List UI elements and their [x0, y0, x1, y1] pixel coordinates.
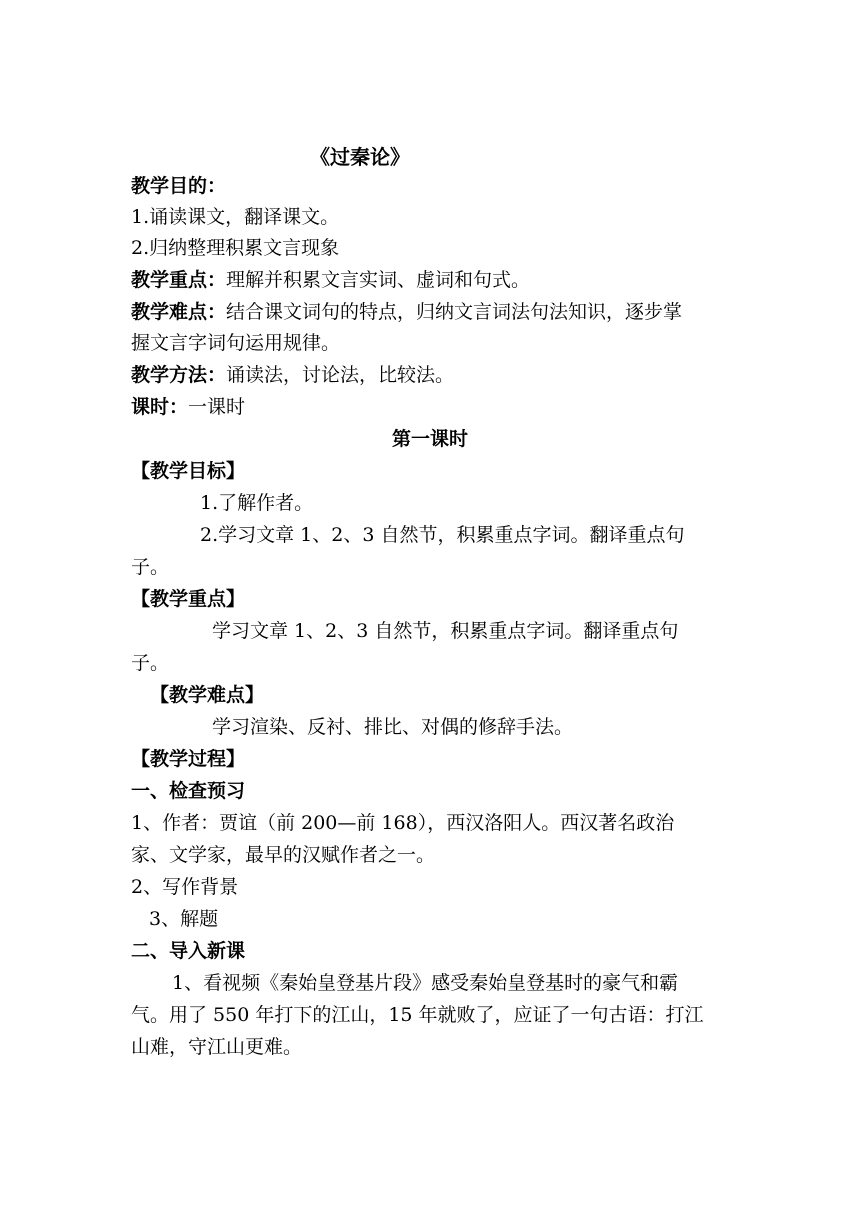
lesson-key-text: 学习文章 1、2、3 自然节，积累重点字词。翻译重点句	[212, 620, 679, 642]
section2-paragraph-line: 1、看视频《秦始皇登基片段》感受秦始皇登基时的豪气和霸	[172, 972, 679, 994]
lesson-difficulty-text: 学习渲染、反衬、排比、对偶的修辞手法。	[212, 716, 574, 738]
lesson-goal-item-cont: 子。	[131, 556, 170, 578]
section1-item: 3、解题	[149, 908, 219, 930]
objective-item: 2.归纳整理积累文言现象	[131, 237, 340, 259]
difficulties-label: 教学难点：	[131, 301, 227, 323]
lesson-difficulty-label: 【教学难点】	[150, 684, 265, 706]
lesson-key-text-cont: 子。	[131, 652, 170, 674]
period-row	[131, 394, 245, 420]
lesson-goals-label: 【教学目标】	[131, 460, 246, 482]
section2-paragraph-line: 气。用了 550 年打下的江山，15 年就败了，应证了一句古语：打江	[131, 1004, 704, 1026]
document-title: 《过秦论》	[310, 145, 410, 169]
difficulties-text: 结合课文词句的特点，归纳文言词法句法知识，逐步掌	[226, 301, 683, 323]
section1-item: 1、作者：贾谊（前 200—前 168），西汉洛阳人。西汉著名政治	[131, 812, 675, 834]
process-label: 【教学过程】	[131, 748, 246, 770]
section1-heading: 一、检查预习	[131, 780, 246, 802]
section1-item: 2、写作背景	[131, 876, 239, 898]
objective-item: 1.诵读课文，翻译课文。	[131, 206, 340, 228]
difficulties-row	[131, 299, 682, 325]
period-text: 一课时	[188, 396, 246, 418]
key-points-row	[131, 267, 530, 293]
section2-heading: 二、导入新课	[131, 940, 246, 962]
methods-row	[131, 362, 454, 388]
lesson-goal-item: 1.了解作者。	[200, 492, 314, 514]
period-label: 课时：	[131, 396, 189, 418]
lesson-goal-item: 2.学习文章 1、2、3 自然节，积累重点字词。翻译重点句	[200, 524, 685, 546]
lesson-key-label: 【教学重点】	[131, 588, 246, 610]
key-points-label: 教学重点：	[131, 269, 227, 291]
objectives-label: 教学目的：	[131, 175, 227, 197]
methods-label: 教学方法：	[131, 364, 227, 386]
section2-paragraph-line: 山难，守江山更难。	[131, 1036, 303, 1058]
methods-text: 诵读法，讨论法，比较法。	[226, 364, 455, 386]
key-points-text: 理解并积累文言实词、虚词和句式。	[226, 269, 531, 291]
section1-item-cont: 家、文学家，最早的汉赋作者之一。	[131, 844, 436, 866]
difficulties-text-cont: 握文言字词句运用规律。	[131, 332, 341, 354]
lesson-heading: 第一课时	[391, 428, 468, 450]
